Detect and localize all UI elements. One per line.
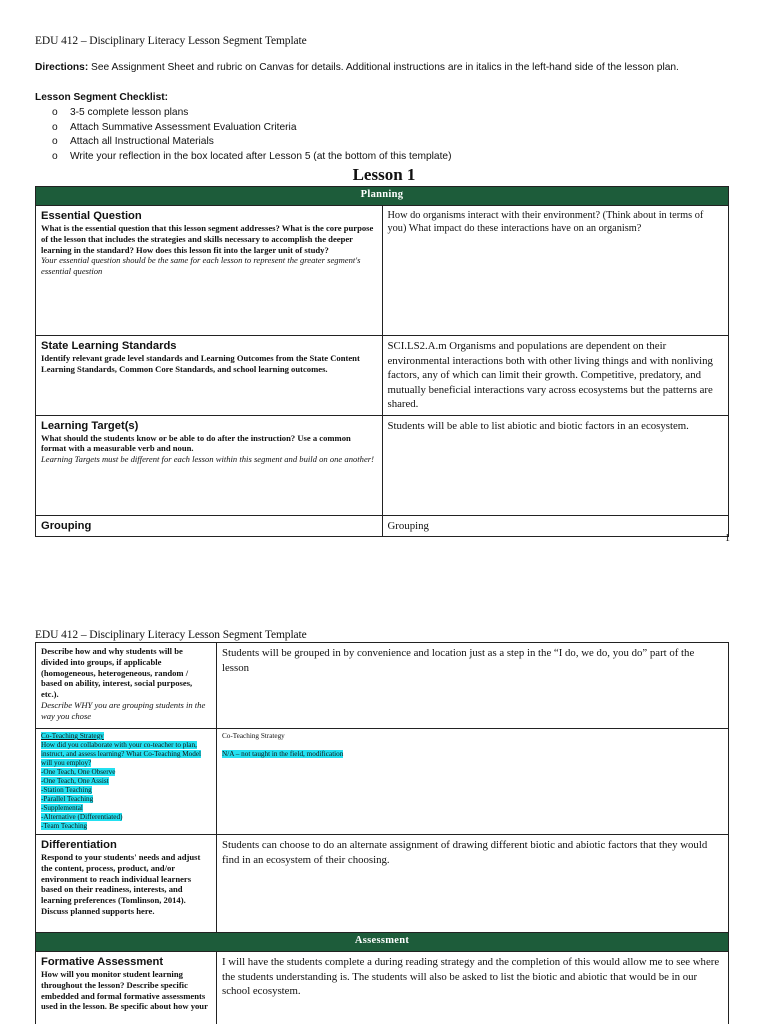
- row-description: Describe how and why students will be divided into groups, if applicable (homogeneous, heterogeneous, random / based on ability, interest, social purposes, etc.).: [41, 646, 193, 700]
- list-item: o 3-5 complete lesson plans: [52, 106, 451, 121]
- grouping-label-cell: [36, 515, 383, 537]
- formative-label-cell: [36, 952, 217, 1024]
- row-title: Grouping: [41, 519, 92, 532]
- coteaching-label-cell: [36, 729, 217, 835]
- bullet-icon: o: [52, 107, 58, 118]
- row-description: How will you monitor student learning throughout the lesson? Describe specific embedded and formal formative assessments used in the lesson. Be specific about how your: [41, 969, 208, 1012]
- planning-section-header: Planning: [36, 187, 729, 206]
- row-description: What is the essential question that this lesson segment addresses? What is the core purpose of the lesson that includes the strategies and skills necessary to accomplish the deeper learning in the standard? How does this lesson fit into the larger unit of study?: [41, 223, 374, 255]
- row-title: Learning Target(s): [41, 419, 139, 432]
- table-row: [36, 187, 729, 206]
- cell-content: Grouping: [387, 519, 429, 532]
- table-row: [36, 415, 729, 515]
- row-note: Your essential question should be the same for each lesson to represent the greater segment's essential question: [41, 255, 361, 277]
- cell-content: How do organisms interact with their environment? (Think about in terms of you) What impact do these interactions have on an organism?: [387, 210, 704, 234]
- coteaching-content-label: Co-Teaching Strategy: [222, 732, 285, 740]
- targets-content-cell[interactable]: [382, 415, 729, 515]
- essential-question-label-cell: [36, 206, 383, 336]
- grouping-detail-label-cell: [36, 643, 217, 729]
- coteaching-model: -Alternative (Differentiated): [41, 813, 123, 821]
- row-note: Learning Targets must be different for each lesson within this segment and build on one another!: [41, 454, 374, 465]
- formative-content-cell[interactable]: [217, 952, 729, 1024]
- table-row: [36, 952, 729, 1024]
- coteaching-list: [41, 732, 211, 831]
- document-header: EDU 412 – Disciplinary Literacy Lesson Segment Template: [35, 629, 307, 641]
- row-description: What should the students know or be able to do after the instruction? Use a common format with a measurable verb and noun.: [41, 432, 351, 454]
- standards-content-cell[interactable]: [382, 336, 729, 416]
- document-header: EDU 412 – Disciplinary Literacy Lesson Segment Template: [35, 35, 307, 47]
- coteaching-content: N/A – not taught in the field, modification: [222, 750, 344, 758]
- page-number: 1: [725, 533, 730, 544]
- lesson-plan-table: [35, 186, 729, 537]
- coteaching-model: -Parallel Teaching: [41, 795, 94, 803]
- cell-content: SCI.LS2.A.m Organisms and populations are dependent on their environmental interactions both with other living things and with nonliving factors, any of which can limit their growth. Competitive, predatory, and mutually beneficial interactions vary across ecosystems but the patterns are shared.: [387, 340, 713, 410]
- coteaching-title: Co-Teaching Strategy: [41, 732, 104, 740]
- page-2: [0, 560, 768, 1024]
- table-row: [36, 206, 729, 336]
- coteaching-model: -Team Teaching: [41, 822, 88, 830]
- directions-label: Directions:: [35, 62, 89, 73]
- targets-label-cell: [36, 415, 383, 515]
- directions: [35, 62, 735, 73]
- row-title: State Learning Standards: [41, 340, 177, 352]
- table-row: [36, 643, 729, 729]
- table-row: [36, 515, 729, 537]
- list-item: o Attach Summative Assessment Evaluation Criteria: [52, 121, 451, 136]
- coteaching-content-cell[interactable]: [217, 729, 729, 835]
- grouping-detail-content-cell[interactable]: [217, 643, 729, 729]
- cell-content: Students will be grouped in by convenience and location just as a step in the “I do, we do, you do” part of the lesson: [222, 647, 695, 674]
- differentiation-content-cell[interactable]: [217, 835, 729, 933]
- list-item: o Attach all Instructional Materials: [52, 135, 451, 150]
- row-title: Formative Assessment: [41, 956, 164, 968]
- coteaching-model: -One Teach, One Assist: [41, 777, 109, 785]
- table-row: [36, 336, 729, 416]
- standards-label-cell: [36, 336, 383, 416]
- coteaching-model: -One Teach, One Observe: [41, 768, 116, 776]
- assessment-section-header: Assessment: [36, 933, 729, 952]
- row-note: Describe WHY you are grouping students in the way you chose: [41, 699, 206, 721]
- bullet-icon: o: [52, 136, 58, 148]
- lesson-plan-table-continued: [35, 642, 729, 1024]
- cell-content: Students will be able to list abiotic and biotic factors in an ecosystem.: [387, 419, 689, 432]
- row-description: Identify relevant grade level standards and Learning Outcomes from the State Content Learning Standards, Common Core Standards, and school learning outcomes.: [41, 353, 360, 374]
- cell-content: Students can choose to do an alternate assignment of drawing different biotic and abiotic factors that they would find in an ecosystem of their choosing.: [222, 839, 708, 866]
- row-title: Differentiation: [41, 839, 117, 851]
- coteaching-model: -Station Teaching: [41, 786, 92, 794]
- bullet-icon: o: [52, 151, 58, 163]
- checklist: [52, 106, 451, 165]
- table-row: [36, 835, 729, 933]
- coteaching-question: How did you collaborate with your co-teacher to plan, instruct, and assess learning? What Co-Teaching Model will you employ?: [41, 741, 202, 767]
- bullet-icon: o: [52, 121, 58, 133]
- differentiation-label-cell: [36, 835, 217, 933]
- directions-text: See Assignment Sheet and rubric on Canvas for details. Additional instructions are in italics in the left-hand side of the lesson plan.: [88, 62, 679, 73]
- lesson-title: Lesson 1: [352, 165, 416, 184]
- row-title: Essential Question: [41, 210, 142, 222]
- row-description: Respond to your students' needs and adjust the content, process, product, and/or environment to reach individual learners based on their readiness, interests, and learning preferences (Tomlinson, 2014). Discuss planned supports here.: [41, 852, 201, 916]
- checklist-title: Lesson Segment Checklist:: [35, 92, 169, 103]
- table-row: [36, 933, 729, 952]
- essential-question-content-cell[interactable]: [382, 206, 729, 336]
- cell-content: I will have the students complete a during reading strategy and the completion of this would allow me to see where the students understanding is. The students will also be asked to list the biotic and abiotic that would be in our school ecosystem.: [222, 956, 720, 997]
- list-item: o Write your reflection in the box located after Lesson 5 (at the bottom of this template): [52, 150, 451, 165]
- coteaching-model: -Supplemental: [41, 804, 83, 812]
- grouping-content-cell[interactable]: [382, 515, 729, 537]
- table-row: [36, 729, 729, 835]
